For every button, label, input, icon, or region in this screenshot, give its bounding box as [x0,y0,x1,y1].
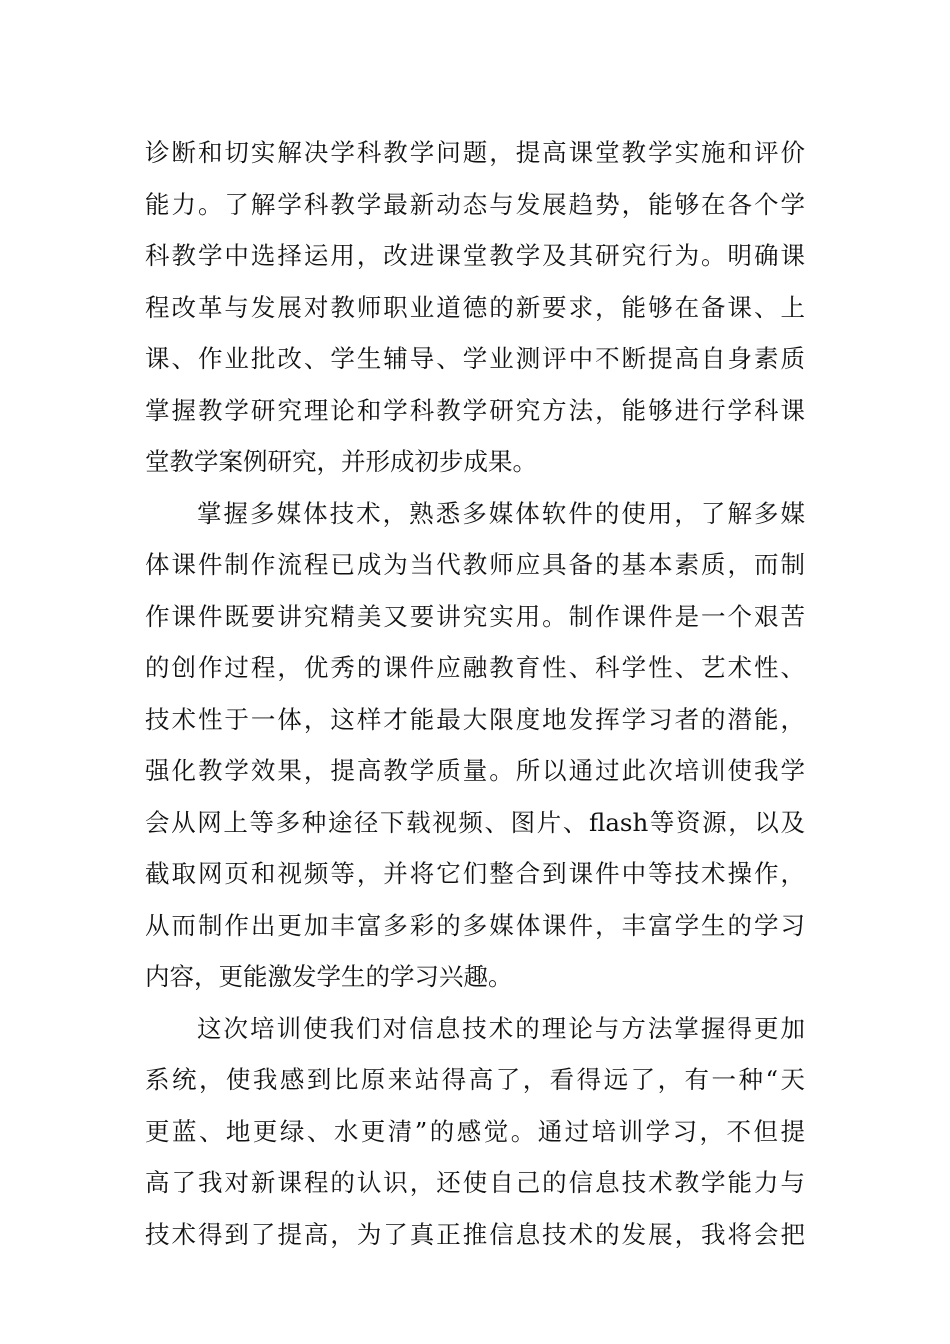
text-line: 的创作过程，优秀的课件应融教育性、科学性、艺术性、 [145,653,805,682]
text-line: 截取网页和视频等，并将它们整合到课件中等技术操作， [145,859,805,888]
text-line: 程改革与发展对教师职业道德的新要求，能够在备课、上 [145,292,805,322]
text-line: 强化教学效果，提高教学质量。所以通过此次培训使我学 [145,756,805,785]
text-line: 能力。了解学科教学最新动态与发展趋势，能够在各个学 [145,189,805,219]
text-line: 课、作业批改、学生辅导、学业测评中不断提高自身素质 [145,344,805,373]
text-line: 系统，使我感到比原来站得高了，看得远了，有一种“天 [145,1065,805,1094]
text-line: 内容，更能激发学生的学习兴趣。 [145,962,513,991]
text-line: 技术性于一体，这样才能最大限度地发挥学习者的潜能， [145,704,805,734]
body-text [145,127,805,1260]
text-line: 技术得到了提高，为了真正推信息技术的发展，我将会把 [145,1219,805,1249]
text-line: 诊断和切实解决学科教学问题，提高课堂教学实施和评价 [145,138,805,167]
text-line: 更蓝、地更绿、水更清”的感觉。通过培训学习，不但提 [145,1116,805,1146]
text-line: 掌握教学研究理论和学科教学研究方法，能够进行学科课 [145,395,805,425]
text-line: 作课件既要讲究精美又要讲究实用。制作课件是一个艰苦 [145,601,805,631]
text-line: 科教学中选择运用，改进课堂教学及其研究行为。明确课 [145,241,805,270]
paragraph-start-line: 掌握多媒体技术，熟悉多媒体软件的使用，了解多媒 [197,498,805,528]
text-line: 高了我对新课程的认识，还使自己的信息技术教学能力与 [145,1168,805,1197]
text-line: 堂教学案例研究，并形成初步成果。 [145,447,537,476]
text-line: 会从网上等多种途径下载视频、图片、flash等资源，以及 [145,807,805,837]
paragraph-start-line: 这次培训使我们对信息技术的理论与方法掌握得更加 [197,1013,805,1043]
text-line: 体课件制作流程已成为当代教师应具备的基本素质，而制 [145,550,805,579]
text-line: 从而制作出更加丰富多彩的多媒体课件，丰富学生的学习 [145,910,805,940]
